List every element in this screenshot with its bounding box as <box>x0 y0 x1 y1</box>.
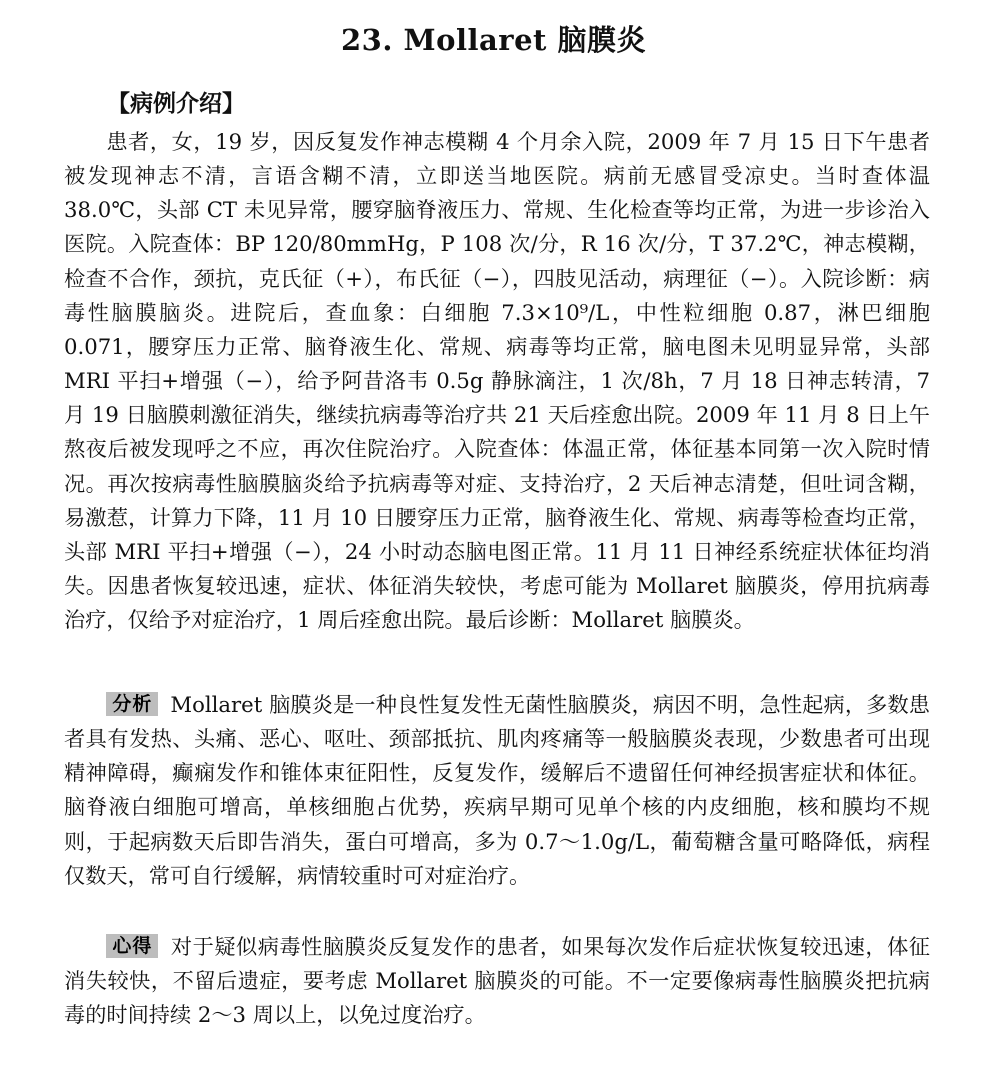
insight-text: 对于疑似病毒性脑膜炎反复发作的患者，如果每次发作后症状恢复较迅速，体征消失较快，不留后遗症，要考虑 Mollaret 脑膜炎的可能。不一定要像病毒性脑膜炎把抗病毒的时间持续 2～3 周以上，以免过度治疗。 <box>64 934 930 1028</box>
analysis-text: Mollaret 脑膜炎是一种良性复发性无菌性脑膜炎，病因不明，急性起病，多数患者具有发热、头痛、恶心、呕吐、颈部抵抗、肌肉疼痛等一般脑膜炎表现，少数患者可出现精神障碍，癫痫发作和锥体束征阳性，反复发作，缓解后不遗留任何神经损害症状和体征。脑脊液白细胞可增高，单核细胞占优势，疾病早期可见单个核的内皮细胞，核和膜均不规则，于起病数天后即告消失，蛋白可增高，多为 0.7～1.0g/L，葡萄糖含量可略降低，病程仅数天，常可自行缓解，病情较重时可对症治疗。 <box>64 692 930 888</box>
case-paragraph: 患者，女，19 岁，因反复发作神志模糊 4 个月余入院，2009 年 7 月 15 日下午患者被发现神志不清，言语含糊不清，立即送当地医院。病前无感冒受凉史。当时查体温 38.0℃，头部 CT 未见异常，腰穿脑脊液压力、常规、生化检查等均正常，为进一步诊治入医院。入院查体：BP 120/80mmHg，P 108 次/分，R 16 次/分，T 37.2℃，神志模糊，检查不合作，颈抗，克氏征（+），布氏征（−），四肢见活动，病理征（−）。入院诊断：病毒性脑膜脑炎。进院后，查血象：白细胞 7.3×10⁹/L，中性粒细胞 0.87，淋巴细胞 0.071，腰穿压力正常、脑脊液生化、常规、病毒等均正常，脑电图未见明显异常，头部 MRI 平扫+增强（−），给予阿昔洛韦 0.5g 静脉滴注，1 次/8h，7 月 18 日神志转清，7 月 19 日脑膜刺激征消失，继续抗病毒等治疗共 21 天后痊愈出院。2009 年 11 月 8 日上午熬夜后被发现呼之不应，再次住院治疗。入院查体：体温正常，体征基本同第一次入院时情况。再次按病毒性脑膜脑炎给予抗病毒等对症、支持治疗，2 天后神志清楚，但吐词含糊，易激惹，计算力下降，11 月 10 日腰穿压力正常，脑脊液生化、常规、病毒等检查均正常，头部 MRI 平扫+增强（−），24 小时动态脑电图正常。11 月 11 日神经系统症状体征均消失。因患者恢复较迅速，症状、体征消失较快，考虑可能为 Mollaret 脑膜炎，停用抗病毒治疗，仅给予对症治疗，1 周后痊愈出院。最后诊断：Mollaret 脑膜炎。 <box>64 129 930 633</box>
analysis-label: 分析 <box>106 692 158 716</box>
page-title: 23. Mollaret 脑膜炎 <box>340 23 647 57</box>
analysis-paragraph <box>64 688 930 893</box>
insight-label: 心得 <box>106 934 158 958</box>
section-heading-case-introduction: 【病例介绍】 <box>107 90 245 117</box>
insight-paragraph <box>64 930 930 1032</box>
